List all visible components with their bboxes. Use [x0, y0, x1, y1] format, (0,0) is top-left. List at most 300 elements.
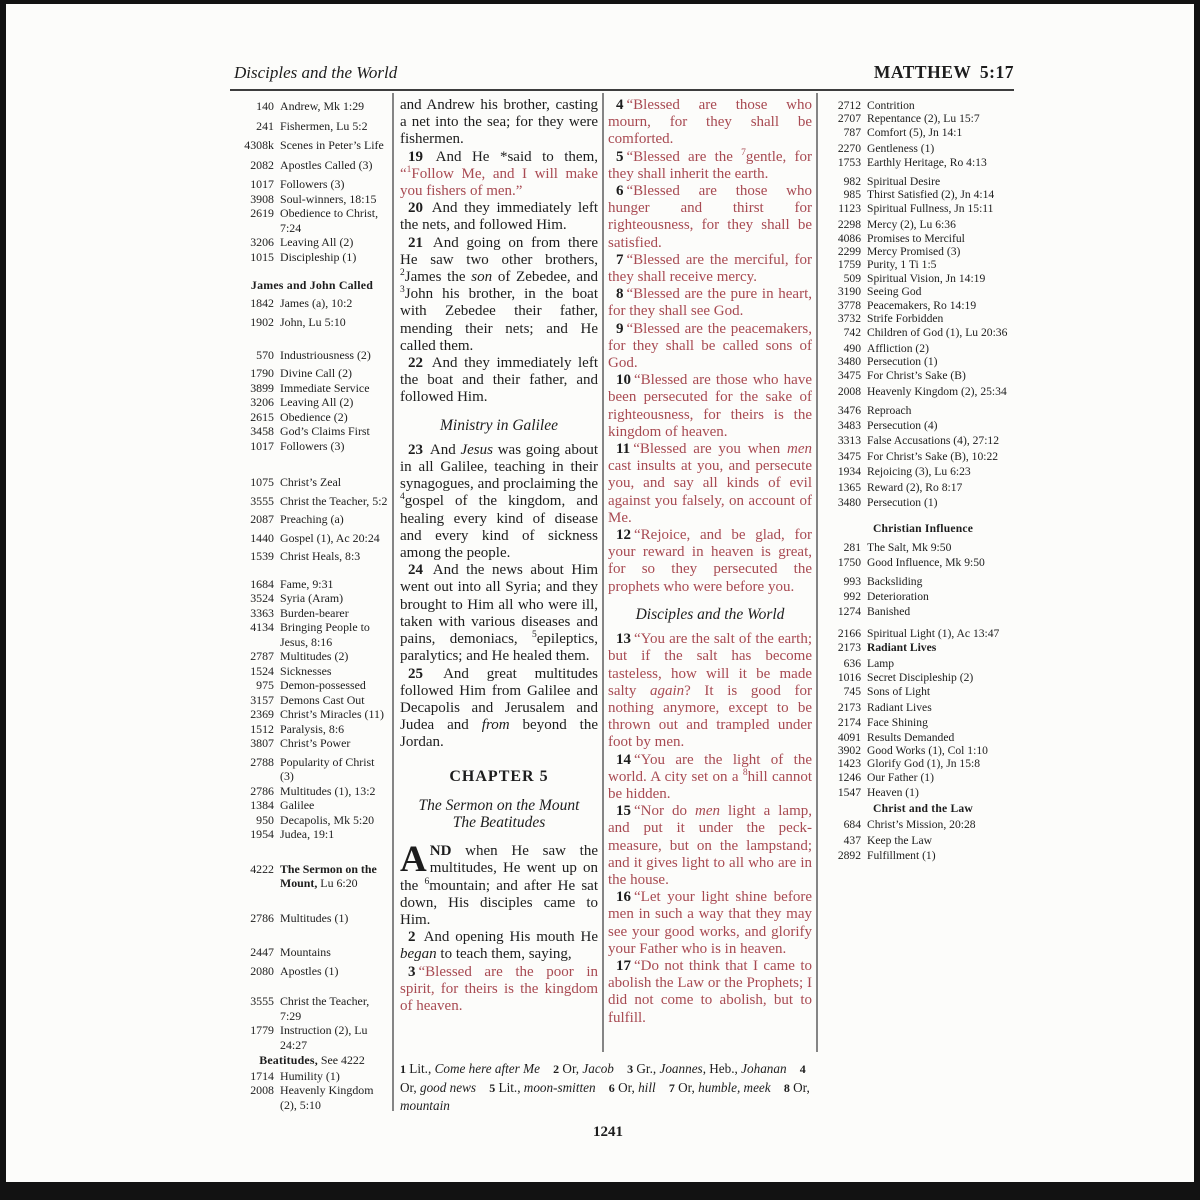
- ref-group-heading-text: Christ and the Law: [873, 801, 973, 815]
- ref-number: 992: [843, 590, 861, 603]
- ref-topic: Instruction (2), Lu 24:27: [280, 1023, 368, 1052]
- footnote-number: 1: [400, 1062, 406, 1076]
- ref-topic: Gentleness (1): [867, 142, 935, 156]
- footnote-marker: 2: [400, 268, 405, 279]
- chapter-heading: CHAPTER 5: [449, 767, 549, 785]
- ref-topic: Results Demanded: [867, 730, 955, 744]
- ref-number: 509: [843, 271, 861, 285]
- ref-number: 281: [843, 540, 861, 554]
- ref-topic: Repentance (2), Lu 15:7: [867, 112, 980, 126]
- ref-topic: Christ’s Zeal: [280, 475, 342, 489]
- ref-number: 684: [843, 818, 861, 832]
- text-run: beyond the Jordan.: [400, 717, 598, 751]
- verse-number: 16: [616, 889, 631, 906]
- footnote-marker: 4: [400, 492, 405, 503]
- text-run: Or,: [400, 1079, 420, 1095]
- verse-paragraph: [608, 252, 812, 286]
- ref-number: 1954: [250, 827, 274, 841]
- ref-topic: Galilee: [280, 798, 315, 812]
- text-run: And they immediately left the boat and their father, and followed Him.: [400, 355, 598, 406]
- footnote-marker: 8: [742, 767, 748, 778]
- ref-entry: [823, 786, 1023, 799]
- column-divider-left: [392, 93, 394, 1111]
- red-letter-text: men: [787, 441, 812, 458]
- text-run: began: [400, 946, 437, 963]
- ref-entry: [236, 531, 388, 546]
- ref-entry: [823, 671, 1023, 684]
- ref-entry: [236, 678, 388, 693]
- ref-entry: [823, 299, 1023, 312]
- ref-entry: [236, 591, 388, 606]
- text-run: [656, 1080, 669, 1095]
- ref-entry: [236, 512, 388, 527]
- column-divider-right: [816, 93, 818, 1052]
- verse-number: 10: [616, 372, 631, 389]
- ref-topic: Popularity of Christ (3): [280, 754, 375, 783]
- ref-number: 2892: [837, 848, 861, 862]
- verse-paragraph: [608, 889, 812, 958]
- text-run: mountain; and after He sat down, His disciples came to Him.: [400, 877, 598, 928]
- ref-topic: Glorify God (1), Jn 15:8: [867, 757, 981, 771]
- verse-number: 3: [408, 963, 416, 980]
- ref-number: 3555: [250, 994, 274, 1008]
- ref-topic: False Accusations (4), 27:12: [867, 434, 1000, 448]
- section-heading: Ministry in Galilee: [440, 416, 558, 434]
- section-heading: [400, 797, 598, 831]
- text-run: Jacob: [582, 1061, 614, 1076]
- red-letter-text: “Let your light shine before men in such a way that they may see your good works, and glorify your Father who is in heaven.: [608, 889, 812, 957]
- ref-topic: Promises to Merciful: [867, 231, 965, 245]
- ref-number: 2087: [250, 512, 274, 526]
- ref-topic: Affliction (2): [867, 341, 929, 355]
- text-run: Or,: [674, 1079, 699, 1095]
- ref-entry: [823, 657, 1023, 670]
- verse-number: 9: [616, 320, 624, 337]
- section-heading-line: The Beatitudes: [452, 813, 546, 831]
- section-heading: Disciples and the World: [635, 605, 785, 623]
- text-run: [540, 1061, 553, 1076]
- ref-number: 4308k: [244, 138, 274, 152]
- ref-entry: [823, 556, 1023, 569]
- ref-topic: Demons Cast Out: [280, 692, 365, 707]
- ref-topic: Secret Discipleship (2): [867, 671, 974, 685]
- ref-group-heading-text: Beatitudes,: [259, 1053, 318, 1067]
- ref-entry: [823, 818, 1023, 831]
- ref-entry: [236, 693, 388, 708]
- ref-number: 2173: [837, 641, 861, 655]
- ref-number: 2174: [837, 716, 861, 730]
- verse-paragraph: [400, 562, 598, 665]
- text-run: to teach them, saying,: [436, 946, 572, 963]
- ref-topic: Heavenly Kingdom (2), 25:34: [867, 385, 1007, 399]
- ref-entry: [823, 312, 1023, 325]
- ref-number: 2166: [837, 626, 861, 640]
- verse-paragraph: [608, 958, 812, 1027]
- ref-number: 3206: [250, 235, 274, 249]
- footnote-marker: 5: [532, 630, 537, 641]
- ref-topic: Persecution (4): [867, 418, 938, 432]
- ref-entry: [823, 112, 1023, 125]
- verse-paragraph: [608, 372, 812, 441]
- ref-topic: Paralysis, 8:6: [280, 721, 345, 736]
- ref-number: 1365: [837, 480, 861, 494]
- verse-paragraph: [608, 149, 812, 183]
- ref-number: 2299: [837, 245, 861, 259]
- ref-topic: Backsliding: [867, 574, 923, 588]
- text-run: [787, 1061, 800, 1076]
- ref-entry: [823, 716, 1023, 729]
- ref-entry: [236, 177, 388, 192]
- red-letter-text: “Blessed are those who hunger and thirst for righteousness, for they shall be satisfied.: [608, 183, 812, 251]
- verse-number: 14: [616, 751, 631, 768]
- column-divider-center: [602, 93, 604, 1052]
- ref-number: 1017: [250, 438, 274, 453]
- ref-topic: Comfort (5), Jn 14:1: [867, 125, 963, 139]
- verse-number: 6: [616, 183, 624, 200]
- ref-number: 1934: [837, 465, 861, 479]
- ref-number: 3157: [250, 692, 274, 707]
- ref-entry: [823, 99, 1023, 112]
- ref-entry: [823, 272, 1023, 285]
- text-run: moon-smitten: [523, 1079, 596, 1095]
- ref-topic: Soul-winners, 18:15: [280, 191, 377, 206]
- text-run: Lu 6:20: [317, 876, 358, 890]
- header-rule: [230, 89, 1014, 91]
- text-run: Radiant Lives: [867, 641, 937, 655]
- ref-entry: [823, 175, 1023, 188]
- ref-number: 2786: [250, 910, 274, 925]
- ref-topic: Humility (1): [280, 1068, 340, 1083]
- ref-number: 742: [843, 325, 861, 339]
- red-letter-text: “Blessed are the peacemakers, for they shall be called sons of God.: [608, 320, 812, 372]
- ref-topic: Immediate Service: [280, 380, 370, 395]
- ref-topic: Children of God (1), Lu 20:36: [867, 325, 1008, 339]
- ref-number: 1714: [250, 1068, 274, 1083]
- footnote-marker: 3: [400, 285, 405, 296]
- ref-topic: Seeing God: [867, 285, 922, 299]
- ref-number: 4222: [250, 861, 274, 876]
- ref-entry: [823, 757, 1023, 770]
- text-run: And: [426, 441, 461, 458]
- red-letter-text: ? It is good for nothing anymore, except to be thrown out and trampled under foot by men.: [608, 682, 812, 751]
- spacer: [236, 264, 388, 277]
- section-heading-line: The Sermon on the Mount: [418, 796, 580, 814]
- ref-entry: [823, 326, 1023, 339]
- ref-entry: [236, 798, 388, 813]
- ref-group-heading-text: Christian Influence: [872, 522, 974, 536]
- verse-number: 13: [616, 631, 631, 648]
- ref-topic: For Christ’s Sake (B), 10:22: [867, 449, 999, 463]
- ref-entry: [823, 202, 1023, 215]
- ref-number: 140: [256, 99, 274, 113]
- text-run: The Sermon on the Mount,: [280, 861, 377, 890]
- ref-entry: [236, 649, 388, 664]
- ref-number: 2787: [250, 649, 274, 663]
- ref-topic: Strife Forbidden: [867, 312, 944, 326]
- ref-number: 1274: [837, 605, 861, 619]
- verse-number: 19: [408, 148, 423, 165]
- ref-entry: [823, 771, 1023, 784]
- ref-entry: [823, 701, 1023, 714]
- running-head-section-title: Disciples and the World: [234, 63, 398, 82]
- ref-group-heading: Beatitudes, See 4222: [259, 1053, 365, 1067]
- ref-topic: Earthly Heritage, Ro 4:13: [867, 155, 987, 169]
- ref-entry: [236, 494, 388, 509]
- ref-topic: Scenes in Peter’s Life: [280, 138, 384, 152]
- verse-paragraph: [400, 235, 598, 355]
- ref-number: 1015: [250, 249, 274, 264]
- ref-entry: [236, 1083, 388, 1112]
- ref-entry: [236, 945, 388, 960]
- ref-entry: [823, 218, 1023, 231]
- ref-entry: [236, 206, 388, 235]
- ref-entry: [236, 138, 388, 153]
- ref-entry: [823, 834, 1023, 847]
- ref-topic: Deterioration: [867, 590, 929, 603]
- ref-number: 2707: [837, 112, 861, 126]
- text-run: Or,: [614, 1079, 639, 1095]
- verse-number: 11: [616, 441, 631, 458]
- verse-number: 20: [408, 200, 423, 217]
- ref-entry: [236, 707, 388, 722]
- spacer: [823, 509, 1023, 521]
- ref-topic: Followers (3): [280, 438, 345, 453]
- verse-paragraph: [400, 442, 598, 562]
- ref-number: 950: [256, 812, 274, 827]
- ref-topic: Divine Call (2): [280, 366, 352, 380]
- ref-number: 1016: [837, 671, 861, 685]
- ref-entry: [236, 410, 388, 425]
- ref-number: 3524: [250, 591, 274, 605]
- ref-topic: For Christ’s Sake (B): [867, 368, 966, 382]
- ref-number: 1547: [837, 786, 861, 800]
- ref-topic: Burden-bearer: [280, 605, 349, 620]
- text-run: [596, 1080, 609, 1095]
- ref-topic: Followers (3): [280, 177, 345, 191]
- text-run: [771, 1080, 784, 1095]
- ref-entry: [236, 235, 388, 250]
- ref-topic: Face Shining: [867, 716, 928, 730]
- ref-entry: [823, 142, 1023, 155]
- ref-topic: Reproach: [867, 403, 912, 417]
- ref-number: 1512: [250, 721, 274, 736]
- spacer: [236, 978, 388, 994]
- footnote-number: 8: [783, 1080, 790, 1095]
- ref-number: 3902: [837, 744, 861, 758]
- ref-entry: [823, 385, 1023, 398]
- footnotes-block: [400, 1060, 816, 1115]
- ref-topic: Judea, 19:1: [280, 827, 335, 841]
- ref-number: 3363: [250, 605, 274, 620]
- ref-entry: [823, 258, 1023, 271]
- ref-number: 3908: [250, 191, 274, 206]
- verse-paragraph: [608, 286, 812, 320]
- text-run: Lit.,: [406, 1061, 435, 1076]
- ref-entry: [236, 911, 388, 926]
- red-letter-text: men: [695, 803, 721, 820]
- ref-entry: [236, 620, 388, 649]
- verse-paragraph: [400, 964, 598, 1016]
- ref-number: 2080: [250, 963, 274, 978]
- ref-topic: Sicknesses: [280, 663, 332, 678]
- ref-topic: Good Influence, Mk 9:50: [867, 556, 985, 570]
- ref-topic: Multitudes (1): [280, 910, 349, 925]
- text-run: Lit.,: [495, 1079, 524, 1095]
- verse-paragraph: [400, 97, 598, 149]
- ref-number: 1423: [837, 757, 861, 771]
- red-letter-text: “Nor do: [634, 803, 696, 820]
- ref-entry: [236, 1023, 388, 1052]
- text-run: mountain: [400, 1098, 450, 1113]
- ref-topic: Heavenly Kingdom (2), 5:10: [280, 1083, 374, 1112]
- ref-topic: Our Father (1): [867, 770, 934, 784]
- ref-group-heading: [823, 802, 1023, 815]
- text-run: Or,: [559, 1061, 583, 1076]
- red-letter-text: “Blessed are the: [626, 148, 742, 165]
- ref-topic: Preaching (a): [280, 512, 344, 526]
- ref-group-heading-text: James and John Called: [250, 278, 374, 292]
- ref-topic: Apostles Called (3): [280, 157, 373, 172]
- ref-entry: [236, 722, 388, 737]
- ref-topic: [861, 641, 1023, 654]
- ref-entry: [236, 994, 388, 1023]
- ref-topic: Heaven (1): [867, 786, 919, 800]
- ref-number: 4086: [837, 231, 861, 245]
- drop-cap: A: [400, 839, 427, 881]
- ref-topic: The Salt, Mk 9:50: [867, 540, 952, 554]
- ref-topic: Christ’s Miracles (11): [280, 707, 384, 721]
- text-run: John his brother, in the boat with Zebedee their father, mending their nets; and He called them.: [400, 286, 598, 354]
- ref-topic: Christ’s Mission, 20:28: [867, 818, 976, 832]
- verse-paragraph: [400, 929, 598, 963]
- ref-topic: Christ’s Power: [280, 736, 351, 750]
- ref-number: 1440: [250, 530, 274, 545]
- ref-topic: Decapolis, Mk 5:20: [280, 812, 375, 827]
- ref-number: 3476: [837, 403, 861, 417]
- red-letter-text: again: [649, 682, 685, 699]
- ref-topic: Banished: [867, 605, 911, 619]
- ref-entry: [236, 813, 388, 828]
- ref-entry: [236, 475, 388, 490]
- ref-entry: [823, 744, 1023, 757]
- text-run: son: [471, 269, 493, 286]
- ref-topic: John, Lu 5:10: [280, 315, 346, 329]
- ref-number: 1524: [250, 663, 274, 678]
- red-letter-text: Follow Me, and I will make you fishers of men.”: [400, 165, 598, 200]
- ref-entry: [823, 496, 1023, 509]
- ref-topic: Radiant Lives: [867, 700, 932, 714]
- ref-topic: Fulfillment (1): [867, 848, 936, 862]
- ref-topic: Contrition: [867, 99, 915, 112]
- ref-topic: Discipleship (1): [280, 249, 357, 264]
- verse-number: 8: [616, 286, 624, 303]
- ref-number: 636: [843, 656, 861, 670]
- red-letter-text: hill cannot be hidden.: [608, 768, 812, 802]
- left-reference-column: [236, 99, 388, 1114]
- ref-entry: [823, 434, 1023, 447]
- ref-entry: [236, 192, 388, 207]
- red-letter-text: “Blessed are the poor in spirit, for theirs is the kingdom of heaven.: [400, 963, 598, 1014]
- ref-entry: [823, 156, 1023, 169]
- ref-number: 437: [843, 833, 861, 847]
- ref-topic: Leaving All (2): [280, 235, 354, 249]
- ref-topic: Andrew, Mk 1:29: [280, 99, 365, 113]
- footnote-number: 3: [627, 1062, 634, 1076]
- spacer: [236, 842, 388, 862]
- ref-entry: [236, 964, 388, 979]
- text-run: good news: [419, 1079, 477, 1095]
- ref-number: 1684: [250, 576, 274, 591]
- ref-entry: [823, 465, 1023, 478]
- ref-entry: [236, 250, 388, 265]
- ref-entry: [823, 126, 1023, 139]
- ref-entry: [236, 296, 388, 311]
- ref-number: 2082: [250, 157, 274, 172]
- ref-number: 3778: [837, 298, 861, 312]
- spacer: [236, 564, 388, 577]
- text-run: Joannes: [659, 1061, 703, 1076]
- ref-number: 1902: [250, 315, 274, 329]
- footnote-number: 7: [668, 1080, 675, 1095]
- page-number: 1241: [593, 1124, 623, 1140]
- ref-entry: [823, 232, 1023, 245]
- ref-number: 2369: [250, 707, 274, 721]
- ref-number: 2298: [837, 218, 861, 232]
- ref-entry: [236, 549, 388, 564]
- ref-number: 2619: [250, 206, 274, 220]
- text-run: Gr.,: [633, 1061, 660, 1076]
- text-run: humble, meek: [698, 1079, 771, 1095]
- text-run: And the news about Him went out into all Syria; and they brought to Him all who were ill, taken with various diseases and pains, demoniacs,: [400, 562, 598, 648]
- verse-number: 7: [616, 251, 624, 268]
- ref-number: 2173: [837, 700, 861, 714]
- ref-number: 1539: [250, 549, 274, 563]
- ref-entry: [236, 1069, 388, 1084]
- ref-number: 2788: [250, 754, 274, 769]
- ref-number: 3190: [837, 285, 861, 299]
- text-run: was going about in all Galilee, teaching in their synagogues, and proclaiming the: [400, 441, 598, 493]
- ref-number: 3206: [250, 395, 274, 409]
- ref-entry: [236, 348, 388, 363]
- scripture-column-left: [400, 97, 598, 1051]
- red-letter-text: “Do not think that I came to abolish the Law or the Prophets; I did not come to abolish, but to fulfill.: [608, 957, 812, 1026]
- verse-number: 12: [616, 527, 631, 544]
- ref-topic: Reward (2), Ro 8:17: [867, 480, 963, 494]
- ref-entry: [236, 381, 388, 396]
- ref-entry: [823, 342, 1023, 355]
- ref-entry: [823, 849, 1023, 862]
- ref-number: 1779: [250, 1023, 274, 1037]
- ref-topic: Bringing People to Jesus, 8:16: [280, 620, 370, 649]
- ref-entry: [236, 395, 388, 410]
- text-run: epileptics, paralytics; and He healed them.: [400, 631, 598, 665]
- ref-entry: [823, 369, 1023, 382]
- red-letter-text: “You are the salt of the earth; but if the salt has become tasteless, how will it be made salty: [608, 631, 812, 699]
- text-run: Johanan: [741, 1061, 787, 1076]
- ref-number: 982: [843, 175, 861, 189]
- ref-entry: [823, 627, 1023, 640]
- ref-number: 1790: [250, 366, 274, 380]
- verse-paragraph: [400, 200, 598, 234]
- verse-number: 22: [408, 355, 423, 372]
- ref-entry: [236, 577, 388, 592]
- red-letter-text: cast insults at you, and persecute you, and say all kinds of evil against you falsely, on account of Me.: [608, 458, 812, 526]
- ref-number: 490: [843, 341, 861, 355]
- ref-entry: [236, 755, 388, 784]
- ref-topic: Demon-possessed: [280, 678, 366, 692]
- verse-number: 15: [616, 803, 631, 820]
- ref-number: 1075: [250, 475, 274, 489]
